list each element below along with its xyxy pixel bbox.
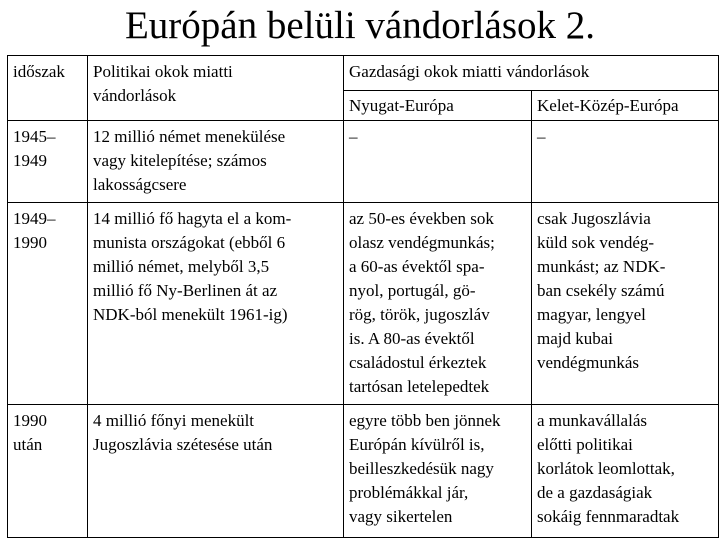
header-period-label: időszak (13, 62, 65, 81)
west-line: – (349, 127, 358, 146)
west-line: beilleszkedésük nagy (349, 459, 494, 478)
political-line: lakosságcsere (93, 175, 187, 194)
west-line: vagy sikertelen (349, 507, 453, 526)
period-line: 1949– (13, 209, 56, 228)
east-line: előtti politikai (537, 435, 633, 454)
political-cell (88, 121, 344, 203)
east-line: de a gazdaságiak (537, 483, 653, 502)
east-line: csak Jugoszlávia (537, 209, 651, 228)
west-line: Európán kívülről is, (349, 435, 485, 454)
political-line: millió német, melyből 3,5 (93, 257, 270, 276)
period-cell (8, 203, 88, 405)
header-political-line: vándorlások (93, 86, 177, 105)
west-line: olasz vendégmunkás; (349, 233, 495, 252)
header-period (8, 56, 88, 121)
political-line: 12 millió német menekülése (93, 127, 286, 146)
political-line: Jugoszlávia szétesése után (93, 435, 273, 454)
east-line: sokáig fennmaradtak (537, 507, 680, 526)
political-line: NDK-ból menekült 1961-ig) (93, 305, 288, 324)
west-cell (344, 121, 532, 203)
header-row (8, 56, 719, 91)
political-line: 4 millió főnyi menekült (93, 411, 255, 430)
east-line: küld sok vendég- (537, 233, 655, 252)
east-line: majd kubai (537, 329, 614, 348)
east-line: vendégmunkás (537, 353, 639, 372)
west-line: is. A 80-as évektől (349, 329, 475, 348)
east-cell (532, 203, 719, 405)
period-line: 1949 (13, 151, 47, 170)
west-line: problémákkal jár, (349, 483, 469, 502)
header-political (88, 56, 344, 121)
subheader-west-label: Nyugat-Európa (349, 96, 454, 115)
header-economic (344, 56, 719, 91)
west-cell (344, 203, 532, 405)
west-cell (344, 405, 532, 538)
header-economic-label: Gazdasági okok miatti vándorlások (349, 62, 590, 81)
west-line: egyre több ben jönnek (349, 411, 501, 430)
east-cell (532, 121, 719, 203)
political-line: vagy kitelepítése; számos (93, 151, 267, 170)
political-cell (88, 203, 344, 405)
west-line: nyol, portugál, gö- (349, 281, 476, 300)
east-line: munkást; az NDK- (537, 257, 666, 276)
political-line: millió fő Ny-Berlinen át az (93, 281, 278, 300)
east-line: ban csekély számú (537, 281, 665, 300)
subheader-west (344, 91, 532, 121)
period-cell (8, 121, 88, 203)
west-line: rög, török, jugoszláv (349, 305, 490, 324)
table-row (8, 405, 719, 538)
east-line: a munkavállalás (537, 411, 647, 430)
period-line: 1990 (13, 233, 47, 252)
period-line: után (13, 435, 43, 454)
political-line: 14 millió fő hagyta el a kom- (93, 209, 292, 228)
table-row (8, 203, 719, 405)
political-cell (88, 405, 344, 538)
subheader-east-label: Kelet-Közép-Európa (537, 96, 679, 115)
political-line: munista országokat (ebből 6 (93, 233, 286, 252)
west-line: családostul érkeztek (349, 353, 487, 372)
west-line: a 60-as évektől spa- (349, 257, 485, 276)
period-line: 1990 (13, 411, 47, 430)
table-row (8, 121, 719, 203)
period-line: 1945– (13, 127, 56, 146)
east-line: – (537, 127, 546, 146)
header-political-line: Politikai okok miatti (93, 62, 233, 81)
east-cell (532, 405, 719, 538)
east-line: korlátok leomlottak, (537, 459, 675, 478)
west-line: az 50-es években sok (349, 209, 494, 228)
period-cell (8, 405, 88, 538)
subheader-east (532, 91, 719, 121)
west-line: tartósan letelepedtek (349, 377, 490, 396)
east-line: magyar, lengyel (537, 305, 646, 324)
page-title: Európán belüli vándorlások 2. (124, 4, 596, 47)
migration-table (7, 55, 719, 538)
